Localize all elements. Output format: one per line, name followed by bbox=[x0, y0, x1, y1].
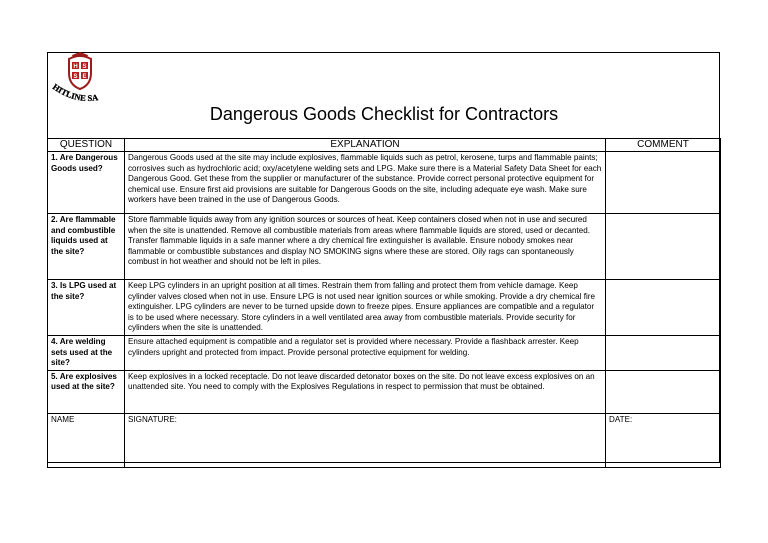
badge-letter-s2: S bbox=[73, 73, 78, 80]
table-row bbox=[48, 280, 721, 336]
header-question: QUESTION bbox=[48, 139, 125, 152]
explanation-cell: Ensure attached equipment is compatible and a regulator set is provided where necessary. Provide a flashback arrester. Keep cylinders upright and protected from impact. Provide personal protective equipment for welding. bbox=[125, 335, 606, 370]
table-header-row bbox=[48, 139, 721, 152]
header-explanation: EXPLANATION bbox=[125, 139, 606, 152]
explanation-cell: Dangerous Goods used at the site may include explosives, flammable liquids such as petrol, kerosene, turps and flammable paints; corrosives such as hydrochloric acid; oxy/acetylene welding sets and LPG. Make sure there is a Material Safety Data Sheet for each Dangerous Good. Get these from the supplier or manufacturer of the substance. Provide correct personal protective equipment for chemical use. Ensure first aid provisions are suitable for Dangerous Goods on the site, including adequate eye wash. Make sure workers have been trained in the use of Dangerous Goods. bbox=[125, 152, 606, 214]
hsse-badge bbox=[69, 52, 91, 89]
explanation-cell: Keep LPG cylinders in an upright position at all times. Restrain them from falling and protect them from vehicle damage. Keep cylinder valves closed when not in use. Ensure LPG is not used near ignition sources or while smoking. Provide a dry chemical fire extinguisher. LPG cylinders are never to be turned upside down to freeze pipes. Ensure appliances are compatible and a regulator is to be used where necessary. Store cylinders in a well ventilated area away from combustible materials. Provide security for cylinders when the site is unattended. bbox=[125, 280, 606, 336]
explanation-cell: Keep explosives in a locked receptacle. Do not leave discarded detonator boxes on the site. Do not leave excess explosives on an unattended site. You need to comply with the Explosives Regulations in respect to permission that must be obtained. bbox=[125, 370, 606, 413]
comment-cell[interactable] bbox=[606, 370, 721, 413]
comment-cell[interactable] bbox=[606, 152, 721, 214]
comment-cell[interactable] bbox=[606, 335, 721, 370]
name-field[interactable]: NAME bbox=[48, 413, 125, 467]
checklist-table bbox=[47, 138, 721, 468]
question-cell: 1. Are Dangerous Goods used? bbox=[48, 152, 125, 214]
question-cell: 2. Are flammable and combustible liquids used at the site? bbox=[48, 214, 125, 280]
page-title: Dangerous Goods Checklist for Contractors bbox=[209, 104, 559, 124]
date-field[interactable]: DATE: bbox=[606, 413, 721, 467]
signature-field[interactable]: SIGNATURE: bbox=[125, 413, 606, 467]
question-cell: 5. Are explosives used at the site? bbox=[48, 370, 125, 413]
comment-cell[interactable] bbox=[606, 280, 721, 336]
hitline-logo bbox=[50, 51, 134, 107]
question-cell: 3. Is LPG used at the site? bbox=[48, 280, 125, 336]
comment-cell[interactable] bbox=[606, 214, 721, 280]
badge-letter-s1: S bbox=[82, 63, 87, 70]
table-row bbox=[48, 152, 721, 214]
badge-letter-h: H bbox=[73, 63, 78, 70]
table-row bbox=[48, 214, 721, 280]
logo-company-text: HITLINE SA bbox=[50, 81, 99, 104]
question-cell: 4. Are welding sets used at the site? bbox=[48, 335, 125, 370]
table-row bbox=[48, 370, 721, 413]
table-row bbox=[48, 335, 721, 370]
signoff-row bbox=[48, 413, 721, 467]
explanation-cell: Store flammable liquids away from any ignition sources or sources of heat. Keep containers closed when not in use and secured when the site is unattended. Remove all combustible materials from areas where flammable liquids are stored, used or decanted. Transfer flammable liquids in a safe manner where a dry chemical fire extinguisher is available. Ensure nobody smokes near flammable or combustible substances and display NO SMOKING signs where these are stored. Oily rags can spontaneously combust in hot weather and should not be left in piles. bbox=[125, 214, 606, 280]
header-comment: COMMENT bbox=[606, 139, 721, 152]
badge-letter-e: E bbox=[82, 73, 87, 80]
